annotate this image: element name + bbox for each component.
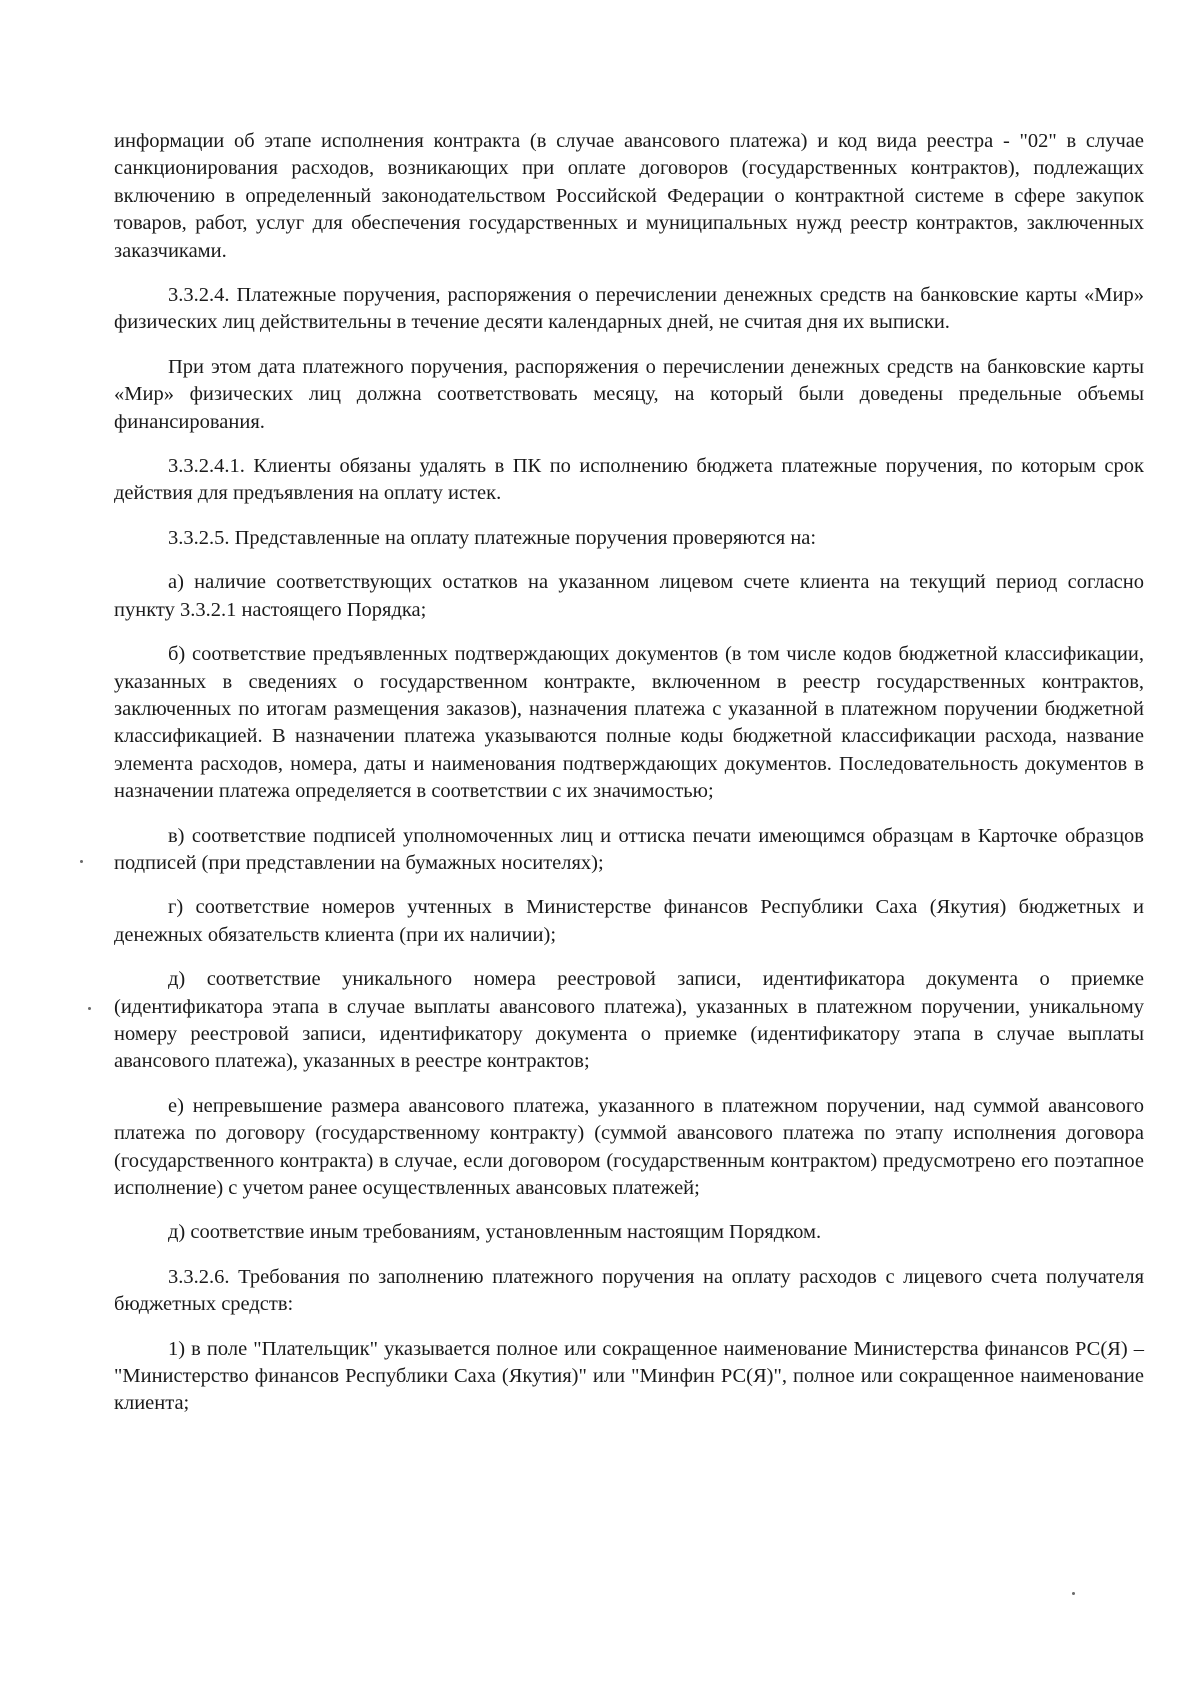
- scan-speck: [88, 1007, 91, 1010]
- list-item-a: а) наличие соответствующих остатков на указанном лицевом счете клиента на текущий период согласно пункту 3.3.2.1 настоящего Порядка;: [114, 571, 1144, 621]
- list-item-d: д) соответствие уникального номера реестровой записи, идентификатора документа о приемке (идентификатора этапа в случае выплаты авансового платежа), указанных в платежном поручении, уникальному номеру реестровой записи, идентификатору документа о приемке (идентификатору этапа в случае выплаты авансового платежа), указанных в реестре контрактов;: [114, 968, 1144, 1073]
- list-item-e: е) непревышение размера авансового платежа, указанного в платежном поручении, над суммой авансового платежа по договору (государственному контракту) (суммой авансового платежа по этапу исполнения договора (государственного контракта) в случае, если договором (государственным контрактом) предусмотрено его поэтапное исполнение) с учетом ранее осуществленных авансовых платежей;: [114, 1094, 1144, 1199]
- paragraph-3-3-2-4-1: 3.3.2.4.1. Клиенты обязаны удалять в ПК по исполнению бюджета платежные поручения, по которым срок действия для предъявления на оплату истек.: [114, 455, 1144, 505]
- scan-speck: [1072, 1592, 1075, 1595]
- paragraph-3-3-2-4: 3.3.2.4. Платежные поручения, распоряжения о перечислении денежных средств на банковские карты «Мир» физических лиц действительны в течение десяти календарных дней, не считая дня их выписки.: [114, 284, 1144, 334]
- list-item-v: в) соответствие подписей уполномоченных лиц и оттиска печати имеющимся образцам в Карточке образцов подписей (при представлении на бумажных носителях);: [114, 824, 1144, 874]
- list-item-d-other-requirements: д) соответствие иным требованиям, установленным настоящим Порядком.: [168, 1221, 822, 1244]
- document-page: [114, 128, 1144, 1418]
- paragraph-3-3-2-6: 3.3.2.6. Требования по заполнению платежного поручения на оплату расходов с лицевого счета получателя бюджетных средств:: [114, 1265, 1144, 1316]
- list-item-g: г) соответствие номеров учтенных в Министерстве финансов Республики Саха (Якутия) бюджетных и денежных обязательств клиента (при их наличии);: [114, 896, 1144, 946]
- paragraph-3-3-2-5: 3.3.2.5. Представленные на оплату платежные поручения проверяются на:: [168, 526, 817, 549]
- scan-speck: [80, 860, 83, 863]
- list-item-b: б) соответствие предъявленных подтверждающих документов (в том числе кодов бюджетной классификации, указанных в сведениях о государственном контракте, включенном в реестр государственных контрактов, заключенных по итогам размещения заказов), назначения платежа с указанной в платежном поручении бюджетной классификацией. В назначении платежа указываются полные коды бюджетной классификации расхода, название элемента расходов, номера, даты и наименования подтверждающих документов. Последовательность документов в назначении платежа определяется в соответствии с их значимостью;: [114, 643, 1144, 803]
- list-item-1-payer-field: 1) в поле "Плательщик" указывается полное или сокращенное наименование Министерства финансов РС(Я) – "Министерство финансов Республики Саха (Якутия)" или "Минфин РС(Я)", полное или сокращенное наименование клиента;: [114, 1337, 1144, 1415]
- paragraph-payment-order-date: При этом дата платежного поручения, распоряжения о перечислении денежных средств на банковские карты «Мир» физических лиц должна соответствовать месяцу, на который были доведены предельные объемы финансирования.: [114, 355, 1144, 433]
- paragraph-contract-registry-continuation: информации об этапе исполнения контракта (в случае авансового платежа) и код вида реестра - "02" в случае санкционирования расходов, возникающих при оплате договоров (государственных контрактов), подлежащих включению в определенный законодательством Российской Федерации о контрактной системе в сфере закупок товаров, работ, услуг для обеспечения государственных и муниципальных нужд реестр контрактов, заключенных заказчиками.: [114, 130, 1144, 262]
